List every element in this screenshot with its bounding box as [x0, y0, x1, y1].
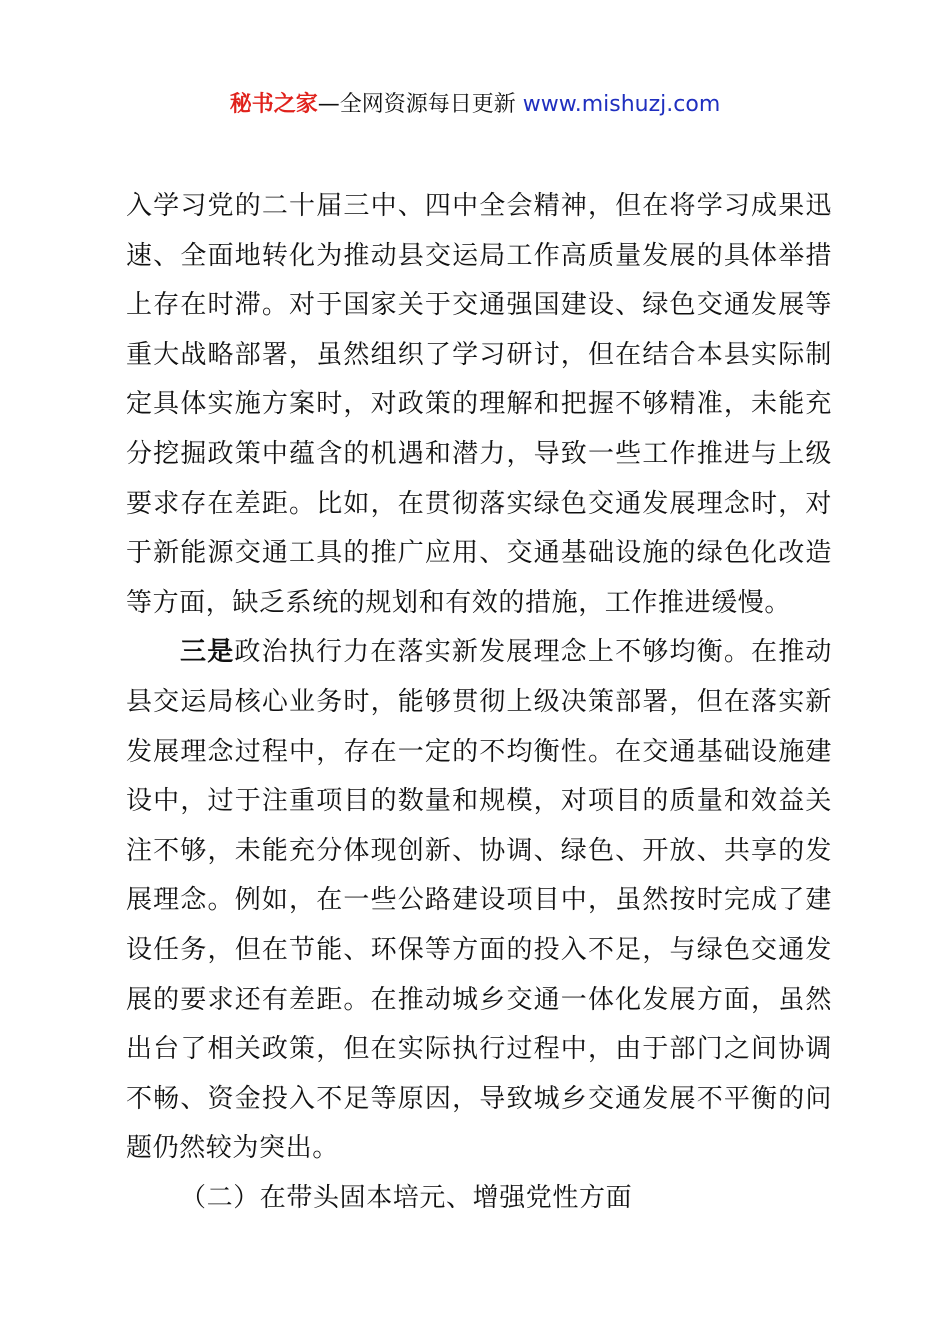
- header-tagline: —全网资源每日更新: [317, 92, 523, 117]
- document-body: [126, 182, 832, 1223]
- paragraph-point-three: [126, 628, 832, 1174]
- brand-name: 秘书之家: [229, 92, 318, 117]
- page-header: [0, 88, 950, 122]
- paragraph-continuation: 入学习党的二十届三中、四中全会精神，但在将学习成果迅速、全面地转化为推动县交运局工作高质量发展的具体举措上存在时滞。对于国家关于交通强国建设、绿色交通发展等重大战略部署，虽然组织了学习研讨，但在结合本县实际制定具体实施方案时，对政策的理解和把握不够精准，未能充分挖掘政策中蕴含的机遇和潜力，导致一些工作推进与上级要求存在差距。比如，在贯彻落实绿色交通发展理念时，对于新能源交通工具的推广应用、交通基础设施的绿色化改造等方面，缺乏系统的规划和有效的措施，工作推进缓慢。: [126, 191, 832, 618]
- website-url[interactable]: www.mishuzj.com: [522, 92, 721, 117]
- paragraph-body: 政治执行力在落实新发展理念上不够均衡。在推动县交运局核心业务时，能够贯彻上级决策部署，但在落实新发展理念过程中，存在一定的不均衡性。在交通基础设施建设中，过于注重项目的数量和规模，对项目的质量和效益关注不够，未能充分体现创新、协调、绿色、开放、共享的发展理念。例如，在一些公路建设项目中，虽然按时完成了建设任务，但在节能、环保等方面的投入不足，与绿色交通发展的要求还有差距。在推动城乡交通一体化发展方面，虽然出台了相关政策，但在实际执行过程中，由于部门之间协调不畅、资金投入不足等原因，导致城乡交通发展不平衡的问题仍然较为突出。: [126, 637, 833, 1164]
- paragraph-lead: 三是: [180, 637, 235, 668]
- section-heading: （二）在带头固本培元、增强党性方面: [180, 1182, 633, 1213]
